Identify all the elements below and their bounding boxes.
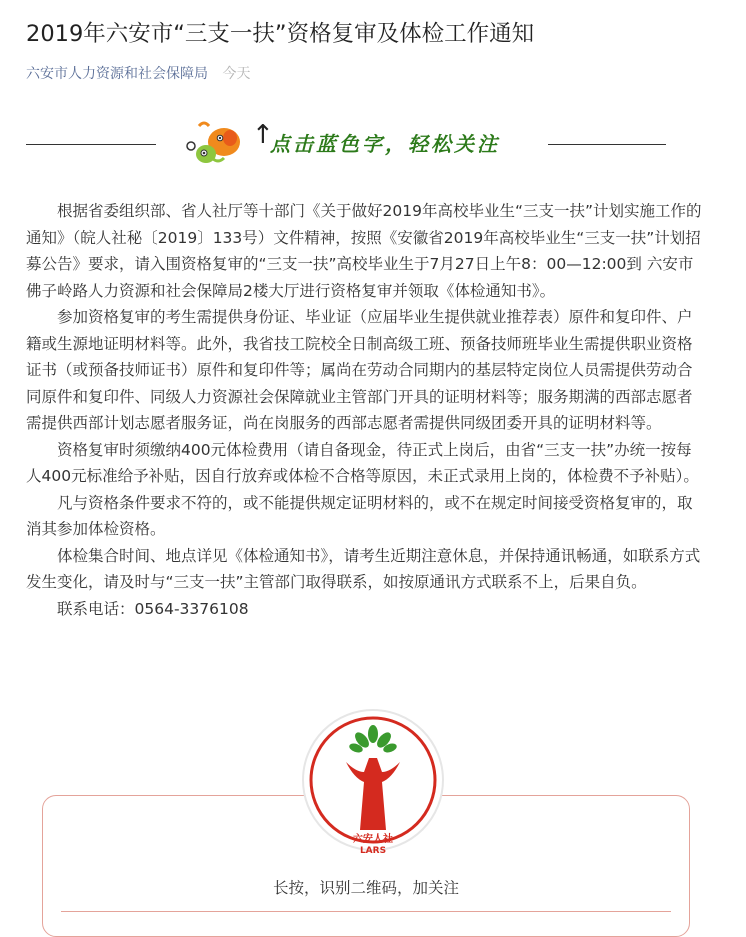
logo-text-cn: 六安人社: [353, 834, 393, 845]
lars-logo-icon: [302, 702, 444, 858]
arrow-up-icon: ↑: [252, 120, 274, 150]
follow-prompt: 点击蓝色字，轻松关注: [270, 132, 500, 156]
publish-time: 今天: [222, 66, 251, 82]
contact-phone: 联系电话：0564-3376108: [57, 599, 249, 618]
paragraph: 根据省委组织部、省人社厅等十部门《关于做好2019年高校毕业生“三支一扶”计划实施工作的通知》（皖人社秘〔2019〕133号）文件精神，按照《安徽省2019年高校毕业生“三支一扶”计划招募公告》要求，请入围资格复审的“三支一扶”高校毕业生于7月27日上午8：00—12:00到 六安市佛子岭路人力资源和社会保障局2楼大厅进行资格复审并领取《体检通知书》。: [26, 202, 702, 300]
divider-right: [548, 144, 666, 145]
cartoon-fish-icon: [184, 118, 248, 170]
paragraph: 凡与资格条件要求不符的，或不能提供规定证明材料的，或不在规定时间接受资格复审的，取消其参加体检资格。: [26, 493, 693, 538]
paragraph: 体检集合时间、地点详见《体检通知书》，请考生近期注意休息，并保持通讯畅通，如联系方式发生变化，请及时与“三支一扶”主管部门取得联系，如按原通讯方式联系不上，后果自负。: [26, 546, 701, 591]
divider-left: [26, 144, 156, 145]
qr-caption: 长按，识别二维码，加关注: [272, 879, 459, 897]
article-title: 2019年六安市“三支一扶”资格复审及体检工作通知: [26, 21, 535, 47]
article-body: [26, 198, 706, 622]
lars-logo: [302, 702, 444, 858]
account-name-link[interactable]: 六安市人力资源和社会保障局: [26, 66, 208, 82]
paragraph: 资格复审时须缴纳400元体检费用（请自备现金，待正式上岗后，由省“三支一扶”办统一按每人400元标准给予补贴，因自行放弃或体检不合格等原因，未正式录用上岗的，体检费不予补贴）。: [26, 440, 699, 485]
card-divider: [61, 911, 671, 912]
article-meta: [26, 63, 250, 83]
logo-text-en: LARS: [359, 846, 387, 856]
follow-banner[interactable]: [184, 118, 544, 170]
paragraph: 参加资格复审的考生需提供身份证、毕业证（应届毕业生提供就业推荐表）原件和复印件、户籍或生源地证明材料等。此外，我省技工院校全日制高级工班、预备技师班毕业生需提供职业资格证书（或预备技师证书）原件和复印件等；属尚在劳动合同期内的基层特定岗位人员需提供劳动合同原件和复印件、同级人力资源社会保障就业主管部门开具的证明材料等；服务期满的西部志愿者需提供西部计划志愿者服务证，尚在岗服务的西部志愿者需提供同级团委开具的证明材料等。: [26, 308, 693, 432]
